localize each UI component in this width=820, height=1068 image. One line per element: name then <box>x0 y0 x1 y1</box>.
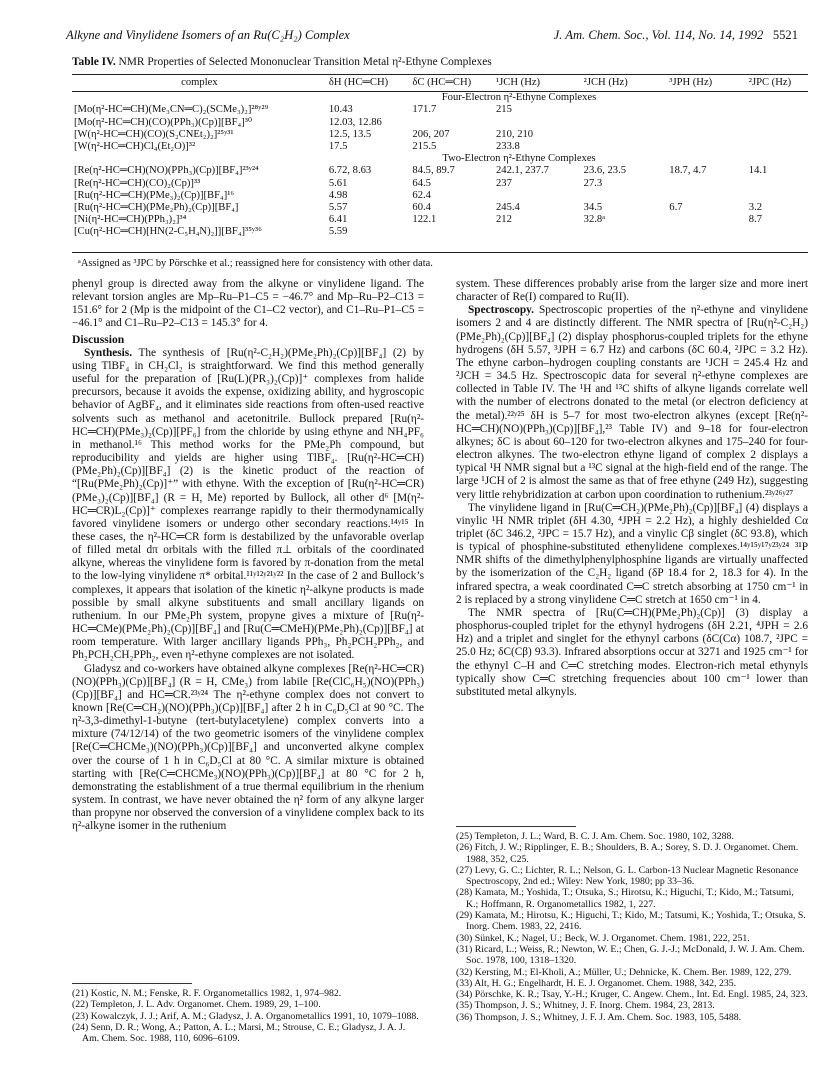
section-title-two-electron: Two-Electron η²-Ethyne Complexes <box>442 153 596 165</box>
value-cell: 171.7 <box>412 104 437 116</box>
nmr-table <box>72 77 808 239</box>
paragraph: The vinylidene ligand in [Ru(C═CH₂)(PMe₂Ph)₂(Cp)][BF₄] (4) displays a vinylic ¹H NMR triplet (δH 4.30, ⁴JPH = 2.2 Hz), a highly deshielded Cα triplet (δC 346.2, ²JPC = 15.7 Hz), and a vinylic Cβ singlet (δC 93.8), which is typical of phosphine-substituted ethenylidene complexes.¹⁴ʸ¹⁵ʸ¹⁷ʸ²³ʸ²⁴ ³¹P NMR shifts of the dimethylphenylphosphine ligands are virtually unaffected by the isomerization of the C₂H₂ ligand (δP 18.4 for 2, 18.3 for 4). In the infrared spectra, a weak coordinated C═C stretch absorbing at 1750 cm⁻¹ in 2 is replaced by a strong vinylidene C═C stretch at 1650 cm⁻¹ in 4. <box>456 501 808 606</box>
value-cell: 5.61 <box>328 177 348 189</box>
paragraph <box>72 347 424 663</box>
reference: (31) Ricard, L.; Weiss, R.; Newton, W. E.; Chen, G. J.-J.; McDonald, J. W. J. Am. Chem. Soc. 1978, 100, 1318–1320. <box>456 943 805 967</box>
reference: (27) Levy, G. C.; Lichter, R. L.; Nelson, G. L. Carbon-13 Nuclear Magnetic Resonance Spectroscopy, 2nd ed.; Wiley: New York, 1980; pp 33–36. <box>456 864 799 888</box>
value-cell: 18.7, 4.7 <box>669 165 707 177</box>
value-cell <box>667 226 747 238</box>
value-cell: 6.41 <box>328 214 348 226</box>
reference: (24) Senn, D. R.; Wong, A.; Patton, A. L.; Marsi, M.; Strouse, C. E.; Gladysz, J. A. J. Am. Chem. Soc. 1988, 110, 6096–6109. <box>72 1021 406 1045</box>
value-cell <box>747 129 808 141</box>
value-cell <box>494 226 582 238</box>
value-cell: 10.43 <box>328 104 353 116</box>
value-cell: 242.1, 237.7 <box>496 165 549 177</box>
value-cell <box>747 226 808 238</box>
column-header: ¹JCH (Hz) <box>496 77 541 88</box>
table-row <box>72 226 808 238</box>
table-footnote: ᵃAssigned as ³JPC by Pörschke et al.; reassigned here for consistency with other data. <box>78 258 433 269</box>
footnote-rule <box>456 826 576 827</box>
reference: (34) Pörschke, K. R.; Tsay, Y.-H.; Kruger, C. Angew. Chem., Int. Ed. Engl. 1985, 24, 323. <box>456 989 808 1001</box>
complex-cell: [Ni(η²-HC═CH)(PPh₃)₂]³⁴ <box>74 214 187 226</box>
reference: (22) Templeton, J. L. Adv. Organomet. Chem. 1989, 29, 1–100. <box>72 999 321 1011</box>
complex-cell: [Mo(η²-HC═CH)(Me₃CN═C)₂(SCMe₃)₂]²⁸ʸ²⁹ <box>74 104 269 116</box>
column-header: ²JPC (Hz) <box>748 77 792 88</box>
reference: (32) Kersting, M.; El-Kholi, A.; Müller, U.; Dehnicke, K. Chem. Ber. 1989, 122, 279. <box>456 966 792 978</box>
reference: (23) Kowalczyk, J. J.; Arif, A. M.; Gladysz, J. A. Organometallics 1991, 10, 1079–1088. <box>72 1010 419 1022</box>
value-cell: 206, 207 <box>412 128 450 140</box>
value-cell <box>410 117 494 129</box>
value-cell: 27.3 <box>583 177 603 189</box>
value-cell <box>667 178 747 190</box>
value-cell: 62.4 <box>412 189 431 201</box>
value-cell: 12.03, 12.86 <box>328 116 382 128</box>
value-cell <box>582 190 668 202</box>
section-title-four-electron: Four-Electron η²-Ethyne Complexes <box>441 92 597 104</box>
table-row <box>72 214 808 226</box>
column-header: ³JPH (Hz) <box>669 77 713 88</box>
value-cell <box>667 129 747 141</box>
reference: (21) Kostic, N. M.; Fenske, R. F. Organometallics 1982, 1, 974–982. <box>72 988 342 999</box>
running-title: Alkyne and Vinylidene Isomers of an Ru(C₂H₂) Complex <box>66 28 350 42</box>
value-cell: 212 <box>496 214 512 226</box>
value-cell: 14.1 <box>748 165 768 177</box>
paragraph: system. These differences probably arise from the larger size and more inert character of Re(I) compared to Ru(II). <box>456 278 808 304</box>
footnote-rule <box>72 983 192 984</box>
table-row <box>72 202 808 214</box>
table-bottom-rule <box>72 252 808 253</box>
value-cell: 8.7 <box>748 214 763 226</box>
paragraph-text: Spectroscopic properties of the η²-ethyne and vinylidene isomers 2 and 4 are distinctly different. The NMR spectra of [Ru(η²-C₂H₂)(PMe₂Ph)₂(Cp)][BF₄] (2) display phosphorus-coupled triplets for the ethyne hydrogens (δH 5.57, ³JPH = 6.7 Hz) and carbons (δC 60.4, ²JPC = 3.2 Hz). The ethyne carbon–hydrogen coupling constants are ¹JCH = 245.4 Hz and ²JCH = 34.5 Hz. Spectroscopic data for several η²-ethyne complexes are collected in Table IV. The ¹H and ¹³C shifts of alkyne ligands correlate well with the number of electrons donated to the metal (or electron deficiency at the metal).²²ʸ²⁵ δH is 5–7 for most two-electron alkynes (except [Re(η²-HC═CH)(NO)(PPh₃)(Cp)][BF₄],²³ Table IV) and 9–18 for four-electron alkynes; δC is about 60–120 for two-electron alkynes and 175–240 for four-electron alkynes. The two-electron ethyne ligand of complex 2 displays a typical ¹H NMR signal but a ¹³C signal at the high-field end of the range. The large ¹JCH of 2 is almost the same as that of free ethyne (249 Hz), suggesting very little rehybridization at carbon upon coordination to ruthenium.²³ʸ²⁶ʸ²⁷ <box>456 304 808 501</box>
paragraph: Gladysz and co-workers have obtained alkyne complexes [Re(η²-HC═CR)(NO)(PPh₃)(Cp)][BF₄] (R = H, CMe₃) from labile [Re(ClC₆H₅)(NO)(PPh₃)(Cp)][BF₄] and HC═CR.²³ʸ²⁴ The η²-ethyne complex does not convert to known [Re(C═CH₂)(NO)(PPh₃)(Cp)][BF₄] after 2 h in C₆D₅Cl at 90 °C. The η²-3,3-dimethyl-1-butyne (tert-butylacetylene) complex converts into a mixture (74/12/14) of the two geometric isomers of the vinylidene complex [Re(C═CHCMe₃)(NO)(PPh₃)(Cp)][BF₄] and unconverted alkyne complex over the course of 1 h in C₆D₅Cl at 80 °C. A similar mixture is obtained starting with [Re(C═CHCMe₃)(NO)(PPh₃)(Cp)][BF₄] at 80 °C for 2 h, demonstrating the establishment of a true thermal equilibrium in the rhenium system. In contrast, we have never obtained the η² form of any alkyne larger than propyne nor observed the conversion of a vinylidene complex back to its η²-alkyne isomer in the ruthenium <box>72 662 424 833</box>
value-cell: 23.6, 23.5 <box>583 165 627 177</box>
left-column <box>72 278 424 834</box>
complex-cell: [Cu(η²-HC═CH)[HN(2-C₅H₄N)₂]][BF₄]³⁵ʸ³⁶ <box>74 226 262 238</box>
value-cell <box>667 190 747 202</box>
value-cell: 64.5 <box>412 177 431 189</box>
table-row <box>72 129 808 141</box>
table-title: NMR Properties of Selected Mononuclear Transition Metal η²-Ethyne Complexes <box>118 56 492 68</box>
value-cell: 5.59 <box>328 226 348 238</box>
paragraph: phenyl group is directed away from the alkyne or vinylidene ligand. The relevant torsion angles are Mp–Ru–P1–C5 = −46.7° and Mp–Ru–P2–C13 = 151.6° for 2 (Mp is the midpoint of the C1–C2 vector), and C1–Ru–P1–C5 = −46.1° and C1–Ru–P2–C13 = 145.3° for 4. <box>72 278 424 330</box>
value-cell: 233.8 <box>496 141 520 153</box>
complex-cell: [Ru(η²-HC═CH)(PMe₂Ph)₂(Cp)][BF₄] <box>74 202 239 214</box>
right-column <box>456 278 808 699</box>
reference: (33) Alt, H. G.; Engelhardt, H. E. J. Organomet. Chem. 1988, 342, 235. <box>456 977 737 989</box>
left-references <box>72 988 424 1044</box>
value-cell: 245.4 <box>496 202 520 214</box>
table-header-row <box>72 77 808 91</box>
value-cell <box>667 214 747 226</box>
value-cell: 4.98 <box>328 189 348 201</box>
value-cell: 122.1 <box>412 214 437 226</box>
value-cell <box>410 226 494 238</box>
paragraph <box>456 304 808 501</box>
value-cell <box>494 190 582 202</box>
value-cell <box>582 226 668 238</box>
table-row <box>72 104 808 116</box>
value-cell <box>582 129 668 141</box>
table-row <box>72 178 808 190</box>
column-header: δH (HC═CH) <box>328 77 389 88</box>
section-heading: Discussion <box>72 332 125 346</box>
table-caption <box>72 56 492 68</box>
table-label: Table IV. <box>72 56 116 68</box>
complex-cell: [Mo(η²-HC═CH)(CO)(PPh₃)(Cp)][BF₄]³⁰ <box>74 116 253 128</box>
value-cell <box>747 117 808 129</box>
value-cell <box>582 141 668 153</box>
reference: (36) Thompson, J. S.; Whitney, J. F. J. Am. Chem. Soc. 1983, 105, 5488. <box>456 1011 742 1023</box>
table-row <box>72 190 808 202</box>
reference: (35) Thompson, J. S.; Whitney, J. F. Inorg. Chem. 1984, 23, 2813. <box>456 1000 715 1012</box>
reference: (26) Fitch, J. W.; Ripplinger, E. B.; Shoulders, B. A.; Sorey, S. D. J. Organomet. Chem. 1988, 352, C25. <box>456 842 799 865</box>
reference: (29) Kamata, M.; Hirotsu, K.; Higuchi, T.; Kido, M.; Tatsumi, K.; Yoshida, T.; Otsuka, S. Inorg. Chem. 1983, 22, 2416. <box>456 910 806 933</box>
value-cell: 3.2 <box>748 202 763 214</box>
value-cell: 210, 210 <box>496 128 534 140</box>
running-header <box>66 28 798 44</box>
value-cell: 84.5, 89.7 <box>412 165 455 177</box>
value-cell: 215.5 <box>412 141 437 153</box>
complex-cell: [W(η²-HC═CH)Cl₄(Et₂O)]³² <box>74 141 196 153</box>
table-row <box>72 117 808 129</box>
value-cell: 60.4 <box>412 202 431 214</box>
value-cell <box>747 104 808 116</box>
table-row <box>72 165 808 177</box>
reference: (30) Sünkel, K.; Nagel, U.; Beck, W. J. Organomet. Chem. 1981, 222, 251. <box>456 932 750 944</box>
page-number: 5521 <box>772 28 798 42</box>
table-row <box>72 141 808 153</box>
column-header: complex <box>181 77 218 88</box>
value-cell <box>582 117 668 129</box>
value-cell: 17.5 <box>328 141 348 153</box>
table-section-row <box>72 153 808 165</box>
value-cell <box>667 141 747 153</box>
value-cell <box>667 104 747 116</box>
complex-cell: [Re(η²-HC═CH)(CO)₂(Cp)]³³ <box>74 177 201 189</box>
value-cell <box>494 117 582 129</box>
value-cell: 12.5, 13.5 <box>328 128 372 140</box>
value-cell: 6.7 <box>669 202 683 214</box>
value-cell <box>582 104 668 116</box>
value-cell: 237 <box>496 177 512 189</box>
table-top-rule <box>72 74 808 75</box>
value-cell <box>747 190 808 202</box>
value-cell <box>747 141 808 153</box>
value-cell <box>747 178 808 190</box>
reference: (28) Kamata, M.; Yoshida, T.; Otsuka, S.; Hirotsu, K.; Higuchi, T.; Kido, M.; Tatsumi, K.; Hoffmann, R. Organometallics 1982, 1, 227. <box>456 887 794 910</box>
value-cell: 5.57 <box>328 202 348 214</box>
column-header: δC (HC═CH) <box>412 77 472 88</box>
complex-cell: [Re(η²-HC═CH)(NO)(PPh₃)(Cp)][BF₄]²³ʸ²⁴ <box>74 165 259 177</box>
value-cell <box>667 117 747 129</box>
value-cell: 215 <box>496 104 512 116</box>
reference: (25) Templeton, J. L.; Ward, B. C. J. Am. Chem. Soc. 1980, 102, 3288. <box>456 831 734 842</box>
paragraph-text: The synthesis of [Ru(η²-C₂H₂)(PMe₂Ph)₂(Cp)][BF₄] (2) by using TlBF₄ in CH₂Cl₂ is straightforward. We find this method generally useful for the preparation of [Ru(L)(PR₃)₂(Cp)]⁺ complexes from halide precursors, because it avoids the expense, oxidizing ability, and hygroscopic behavior of AgBF₄, and it eliminates side reactions from often-used reactive solvents such as methanol and acetonitrile. Bullock prepared [Ru(η²-HC═CH)(PMe₃)₂(Cp)][PF₆] from the chloride by using ethyne and NH₄PF₆ in methanol.¹⁶ This method works for the PMe₂Ph compound, but reproducibility and yields are higher using TlBF₄. [Ru(η²-HC═CH)(PMe₂Ph)₂(Cp)][BF₄] (2) is the kinetic product of the reaction of “[Ru(PMe₂Ph)₂(Cp)]⁺” with ethyne. With the exception of [Ru(η²-HC═CR)(PMe₃)₂(Cp)][BF₄] (R = H, Me) reported by Bullock, all other d⁶ [M(η²-HC═CR)L₂(Cp)]⁺ complexes rearrange rapidly to their thermodynamically favored vinylidene isomers or undergo other secondary reactions.¹⁴ʸ¹⁵ In these cases, the η²-HC═CR form is destabilized by the unfavorable overlap of filled metal dπ orbitals with the filled π⊥ orbitals of the coordinated alkyne, whereas the vinylidene form is favored by π-donation from the metal to the low-lying vinylidene π* orbital.¹¹ʸ¹²ʸ²¹ʸ²² In the case of 2 and Bullock’s complexes, it appears that isolation of the kinetic η²-alkyne products is made possible by small alkyne substituents and small ancillary ligands on ruthenium. In our PMe₂Ph system, propyne gives a mixture of [Ru(η²-HC═CMe)(PMe₂Ph)₂(Cp)][BF₄] and [Ru(C═CMeH)(PMe₂Ph)₂(Cp)][BF₄] at room temperature. With larger ancillary ligands PPh₃, Ph₂PCH₂PPh₂, and Ph₂PCH₂CH₂PPh₂, even η²-ethyne complexes are not isolated. <box>72 346 424 662</box>
journal-citation <box>554 28 798 43</box>
complex-cell: [W(η²-HC═CH)(CO)(S₂CNEt₂)₂]²⁵ʸ³¹ <box>74 128 234 140</box>
complex-cell: [Ru(η²-HC═CH)(PMe₃)₂(Cp)][BF₄]¹⁶ <box>74 189 235 201</box>
journal-name: J. Am. Chem. Soc., Vol. 114, No. 14, 1992 <box>553 28 764 42</box>
run-in-heading: Spectroscopy. <box>468 304 535 317</box>
table-section-row <box>72 92 808 104</box>
value-cell: 34.5 <box>583 202 603 214</box>
right-references <box>456 831 808 1023</box>
paragraph: The NMR spectra of [Ru(C═CH)(PMe₂Ph)₂(Cp)] (3) display a phosphorus-coupled triplet for the ethynyl hydrogens (δH 2.21, ⁴JPH = 2.6 Hz) and a triplet and singlet for the ethynyl carbons (δC(Cα) 108.7, ²JPC = 25.0 Hz; δC(Cβ) 93.3). Infrared absorptions occur at 3271 and 1925 cm⁻¹ for the ethynyl C–H and C═C stretching modes. Electron-rich metal ethynyls typically show C═C stretching frequencies about 100 cm⁻¹ lower than substituted metal alkynyls. <box>456 606 808 698</box>
column-header: ²JCH (Hz) <box>583 77 628 88</box>
run-in-heading: Synthesis. <box>84 346 133 359</box>
value-cell: 32.8ᵃ <box>583 214 606 226</box>
value-cell: 6.72, 8.63 <box>328 165 372 177</box>
